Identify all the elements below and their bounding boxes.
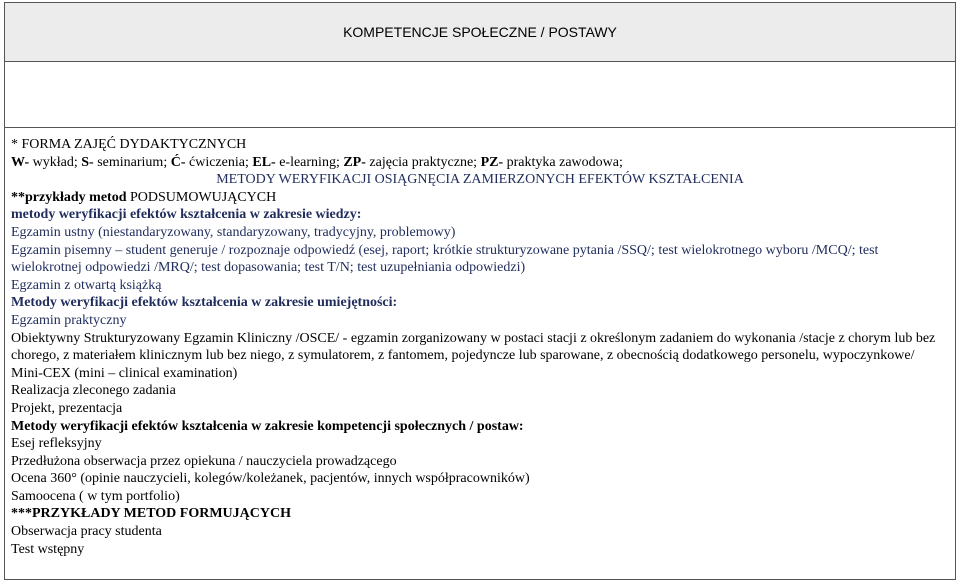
metody-heading: METODY WERYFIKACJI OSIĄGNĘCIA ZAMIERZONYCH EFEKTÓW KSZTAŁCENIA xyxy=(216,172,744,188)
legend-desc: zajęcia praktyczne; xyxy=(365,154,481,170)
table-title: KOMPETENCJE SPOŁECZNE / POSTAWY xyxy=(343,24,617,40)
forma-legend xyxy=(11,154,949,172)
podsumowujace-heading xyxy=(11,189,949,207)
wiedza-item: Egzamin z otwartą książką xyxy=(11,277,162,293)
methods-cell xyxy=(4,128,956,580)
umiejetnosci-item: Egzamin praktyczny xyxy=(11,312,127,328)
legend-code: W- xyxy=(11,154,30,170)
umiejetnosci-heading: Metody weryfikacji efektów kształcenia w zakresie umiejętności: xyxy=(11,295,398,311)
legend-desc: ćwiczenia; xyxy=(185,154,253,170)
umiejetnosci-item: Realizacja zleconego zadania xyxy=(11,383,176,399)
wiedza-heading: metody weryfikacji efektów kształcenia w zakresie wiedzy: xyxy=(11,207,362,223)
legend-desc: praktyka zawodowa; xyxy=(503,154,623,170)
legend-code: S- xyxy=(81,154,94,170)
podsumowujace-word: PODSUMOWUJĄCYCH xyxy=(130,189,277,205)
legend-desc: e-learning; xyxy=(275,154,344,170)
podsumowujace-prefix: **przykłady metod xyxy=(11,189,130,205)
umiejetnosci-item: Projekt, prezentacja xyxy=(11,400,123,416)
umiejetnosci-item: Mini-CEX (mini – clinical examination) xyxy=(11,365,238,381)
kompetencje-item: Esej refleksyjny xyxy=(11,436,102,452)
empty-table-row xyxy=(4,62,956,128)
legend-code: ZP- xyxy=(343,154,366,170)
forma-title: * FORMA ZAJĘĆ DYDAKTYCZNYCH xyxy=(11,137,247,152)
legend-code: EL- xyxy=(252,154,276,170)
legend-code: PZ- xyxy=(480,154,504,170)
formujace-heading: ***PRZYKŁADY METOD FORMUJĄCYCH xyxy=(11,506,291,522)
table-header-cell xyxy=(4,2,956,62)
wiedza-item: Egzamin pisemny – student generuje / rozpoznaje odpowiedź (esej, raport; krótkie strukturyzowane pytania /SSQ/; test wielokrotnego wyboru /MCQ/; test wielokrotnej odpowiedzi /MRQ/; test dopasowania; test T/N; test uzupełniania odpowiedzi) xyxy=(11,242,879,276)
legend-desc: seminarium; xyxy=(93,154,171,170)
formujace-item: Obserwacja pracy studenta xyxy=(11,524,162,540)
kompetencje-item: Przedłużona obserwacja przez opiekuna / nauczyciela prowadzącego xyxy=(11,453,397,469)
kompetencje-heading: Metody weryfikacji efektów kształcenia w zakresie kompetencji społecznych / postaw: xyxy=(11,418,524,434)
umiejetnosci-item: Obiektywny Strukturyzowany Egzamin Kliniczny /OSCE/ - egzamin zorganizowany w postaci stacji z określonym zadaniem do wykonania /stacje z chorym lub bez chorego, z materiałem klinicznym lub bez niego, z symulatorem, z fantomem, pojedyncze lub sparowane, z obecnością dodatkowego personelu, wypoczynkowe/ xyxy=(11,330,936,364)
kompetencje-item: Samoocena ( w tym portfolio) xyxy=(11,488,180,504)
wiedza-item: Egzamin ustny (niestandaryzowany, standaryzowany, tradycyjny, problemowy) xyxy=(11,224,456,240)
legend-code: Ć- xyxy=(170,154,186,170)
kompetencje-item: Ocena 360° (opinie nauczycieli, kolegów/koleżanek, pacjentów, innych współpracowników) xyxy=(11,471,530,487)
legend-desc: wykład; xyxy=(29,154,82,170)
formujace-item: Test wstępny xyxy=(11,541,85,557)
